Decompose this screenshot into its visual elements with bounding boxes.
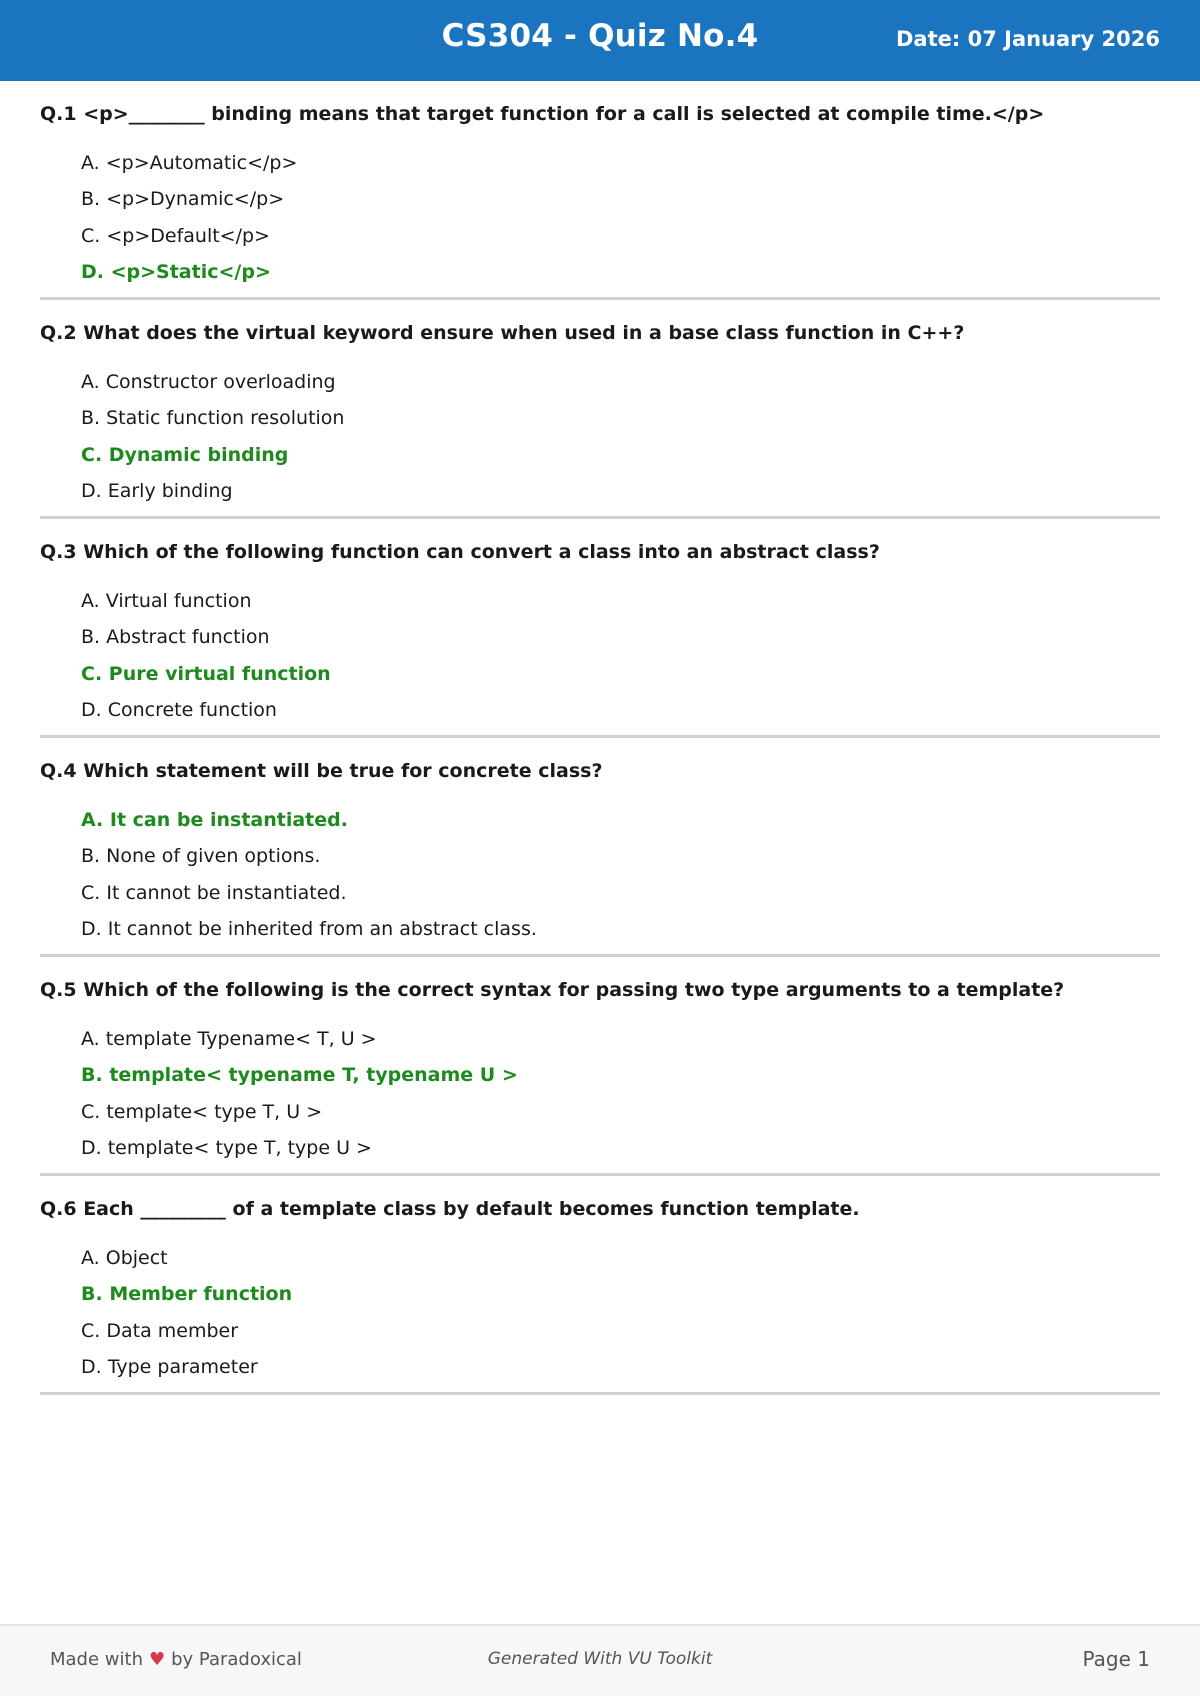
question-text: Q.4 Which statement will be true for concrete class? <box>40 760 603 782</box>
option-b: B. template< typename T, typename U > <box>81 1064 518 1087</box>
option-b: B. Static function resolution <box>81 407 345 430</box>
generated-note: Generated With VU Toolkit <box>487 1649 713 1669</box>
option-d: D. Concrete function <box>81 699 277 722</box>
option-list <box>81 809 537 955</box>
option-a: A. Virtual function <box>81 590 252 612</box>
quiz-content <box>40 81 1160 1395</box>
option-a: A. <p>Automatic</p> <box>81 152 298 174</box>
question-6 <box>40 1176 1160 1395</box>
question-4 <box>40 738 1160 957</box>
question-text: Q.1 <p>________ binding means that target function for a call is selected at compile time.</p> <box>40 103 1045 125</box>
option-list <box>81 371 344 517</box>
option-d: D. Early binding <box>81 480 233 503</box>
quiz-date: Date: 07 January 2026 <box>896 27 1160 51</box>
option-c: C. Pure virtual function <box>81 662 331 685</box>
option-b: B. <p>Dynamic</p> <box>81 188 285 211</box>
option-a: A. It can be instantiated. <box>81 809 348 831</box>
option-b: B. Abstract function <box>81 626 270 649</box>
question-text: Q.6 Each _________ of a template class by default becomes function template. <box>40 1198 860 1220</box>
option-d: D. Type parameter <box>81 1356 258 1379</box>
option-list <box>81 152 297 298</box>
option-c: C. <p>Default</p> <box>81 224 270 247</box>
question-2 <box>40 300 1160 519</box>
page-title: CS304 - Quiz No.4 <box>441 18 759 54</box>
question-text: Q.3 Which of the following function can convert a class into an abstract class? <box>40 541 880 563</box>
question-5 <box>40 957 1160 1176</box>
page-footer <box>0 1624 1200 1696</box>
option-a: A. Object <box>81 1247 168 1269</box>
option-b: B. None of given options. <box>81 845 321 868</box>
option-a: A. Constructor overloading <box>81 371 336 393</box>
question-text: Q.5 Which of the following is the correct syntax for passing two type arguments to a template? <box>40 979 1065 1001</box>
option-d: D. template< type T, type U > <box>81 1137 372 1160</box>
quiz-header <box>0 0 1200 81</box>
page-number: Page 1 <box>1082 1647 1150 1671</box>
question-3 <box>40 519 1160 738</box>
question-text: Q.2 What does the virtual keyword ensure when used in a base class function in C++? <box>40 322 965 344</box>
option-b: B. Member function <box>81 1283 293 1306</box>
option-list <box>81 590 331 736</box>
option-c: C. Dynamic binding <box>81 443 289 466</box>
option-list <box>81 1247 292 1393</box>
option-d: D. <p>Static</p> <box>81 261 271 284</box>
heart-icon: ♥ <box>148 1649 166 1670</box>
made-with-text: Made with <box>50 1649 143 1670</box>
option-a: A. template Typename< T, U > <box>81 1028 377 1050</box>
question-1 <box>40 81 1160 300</box>
option-d: D. It cannot be inherited from an abstract class. <box>81 918 537 941</box>
option-c: C. Data member <box>81 1319 239 1342</box>
option-list <box>81 1028 518 1174</box>
option-c: C. It cannot be instantiated. <box>81 881 347 904</box>
option-c: C. template< type T, U > <box>81 1100 323 1123</box>
author-text: by Paradoxical <box>171 1649 302 1670</box>
